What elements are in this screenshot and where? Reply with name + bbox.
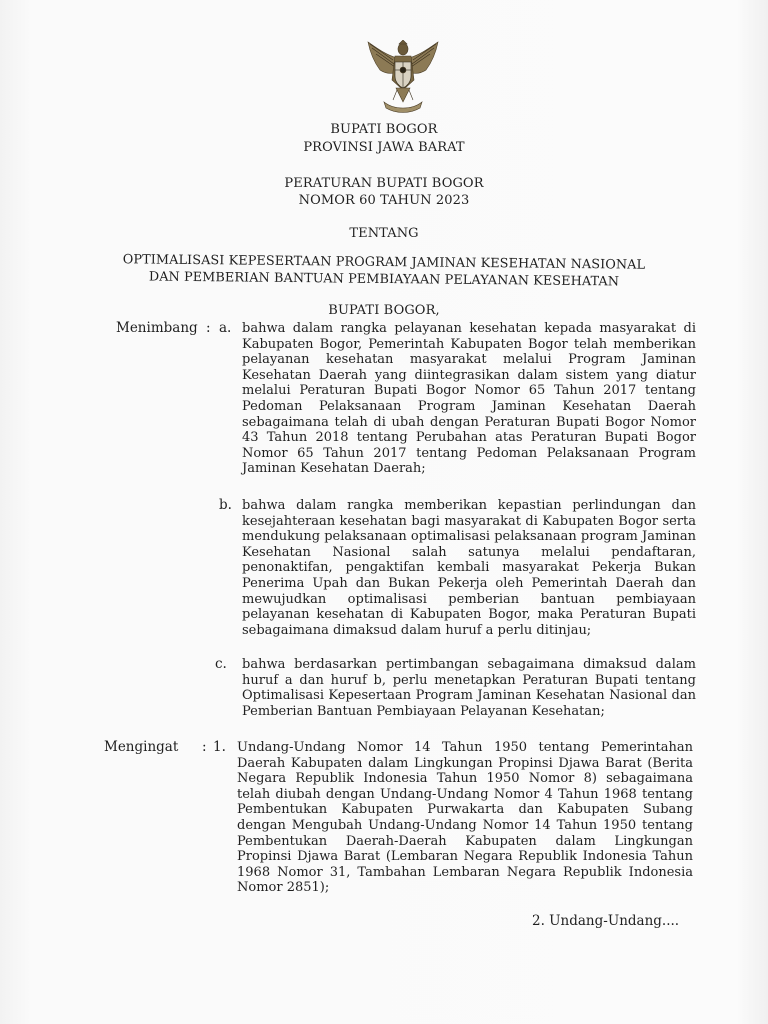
menimbang-label: Menimbang — [116, 320, 198, 336]
continuation-text: 2. Undang-Undang.... — [532, 913, 680, 929]
header-title-line2: PROVINSI JAWA BARAT — [303, 140, 465, 155]
menimbang-item-b — [242, 498, 696, 638]
subject-line2: DAN PEMBERIAN BANTUAN PEMBIAYAAN PELAYANAN KESEHATAN — [148, 269, 620, 290]
mengingat-marker-1: 1. — [213, 739, 226, 755]
garuda-emblem-icon — [364, 40, 442, 116]
menimbang-item-c-text: bahwa berdasarkan pertimbangan sebagaimana dimaksud dalam huruf a dan huruf b, perlu menetapkan Peraturan Bupati tentang Optimalisasi Kepesertaan Program Jaminan Kesehatan Nasional dan Pemberian Bantuan Pembiayaan Pelayanan Kesehatan; — [242, 657, 696, 719]
subject-line1: OPTIMALISASI KEPESERTAAN PROGRAM JAMINAN KESEHATAN NASIONAL — [122, 252, 646, 273]
mengingat-label: Mengingat — [104, 739, 179, 755]
menimbang-marker-a: a. — [219, 320, 232, 336]
issuer-heading: BUPATI BOGOR, — [328, 303, 440, 318]
mengingat-item-1-text: Undang-Undang Nomor 14 Tahun 1950 tentang Pemerintahan Daerah Kabupaten dalam Lingkungan Propinsi Djawa Barat (Berita Negara Republik Indonesia Tahun 1950 Nomor 8) sebagaimana telah diubah dengan Undang-Undang Nomor 4 Tahun 1968 tentang Pembentukan Kabupaten Purwakarta dan Kabupaten Subang dengan Mengubah Undang-Undang Nomor 14 Tahun 1950 tentang Pembentukan Daerah-Daerah Kabupaten dalam Lingkungan Propinsi Djawa Barat (Lembaran Negara Republik Indonesia Tahun 1968 Nomor 31, Tambahan Lembaran Negara Republik Indonesia Nomor 2851); — [237, 740, 693, 896]
menimbang-marker-c: c. — [215, 656, 227, 672]
header-title-line1: BUPATI BOGOR — [330, 122, 438, 137]
menimbang-item-b-text: bahwa dalam rangka memberikan kepastian perlindungan dan kesejahteraan kesehatan bagi masyarakat di Kabupaten Bogor serta mendukung pelaksanaan optimalisasi pelaksanaan program Jaminan Kesehatan Nasional salah satunya melalui pendaftaran, penonaktifan, pengaktifan kembali masyarakat Pekerja Bukan Penerima Upah dan Bukan Pekerja oleh Pemerintah Daerah dan mewujudkan optimalisasi pemberian bantuan pembiayaan pelayanan kesehatan di Kabupaten Bogor, maka Peraturan Bupati sebagaimana dimaksud dalam huruf a perlu ditinjau; — [242, 498, 696, 638]
menimbang-item-a — [242, 321, 696, 477]
mengingat-colon: : — [202, 739, 207, 755]
menimbang-item-c — [242, 657, 696, 719]
regulation-line2: NOMOR 60 TAHUN 2023 — [298, 193, 470, 208]
regulation-line1: PERATURAN BUPATI BOGOR — [284, 176, 484, 191]
menimbang-colon: : — [206, 320, 211, 336]
menimbang-item-a-text: bahwa dalam rangka pelayanan kesehatan kepada masyarakat di Kabupaten Bogor, Pemerintah Kabupaten Bogor telah memberikan pelayanan kesehatan masyarakat melalui Program Jaminan Kesehatan Daerah yang diintegrasikan dalam sistem yang diatur melalui Peraturan Bupati Bogor Nomor 65 Tahun 2017 tentang Pedoman Pelaksanaan Program Jaminan Kesehatan Daerah sebagaimana telah di ubah dengan Peraturan Bupati Bogor Nomor 43 Tahun 2018 tentang Perubahan atas Peraturan Bupati Bogor Nomor 65 Tahun 2017 tentang Pedoman Pelaksanaan Program Jaminan Kesehatan Daerah; — [242, 321, 696, 477]
tentang-heading: TENTANG — [349, 226, 419, 241]
mengingat-item-1 — [237, 740, 693, 896]
menimbang-marker-b: b. — [219, 497, 232, 513]
